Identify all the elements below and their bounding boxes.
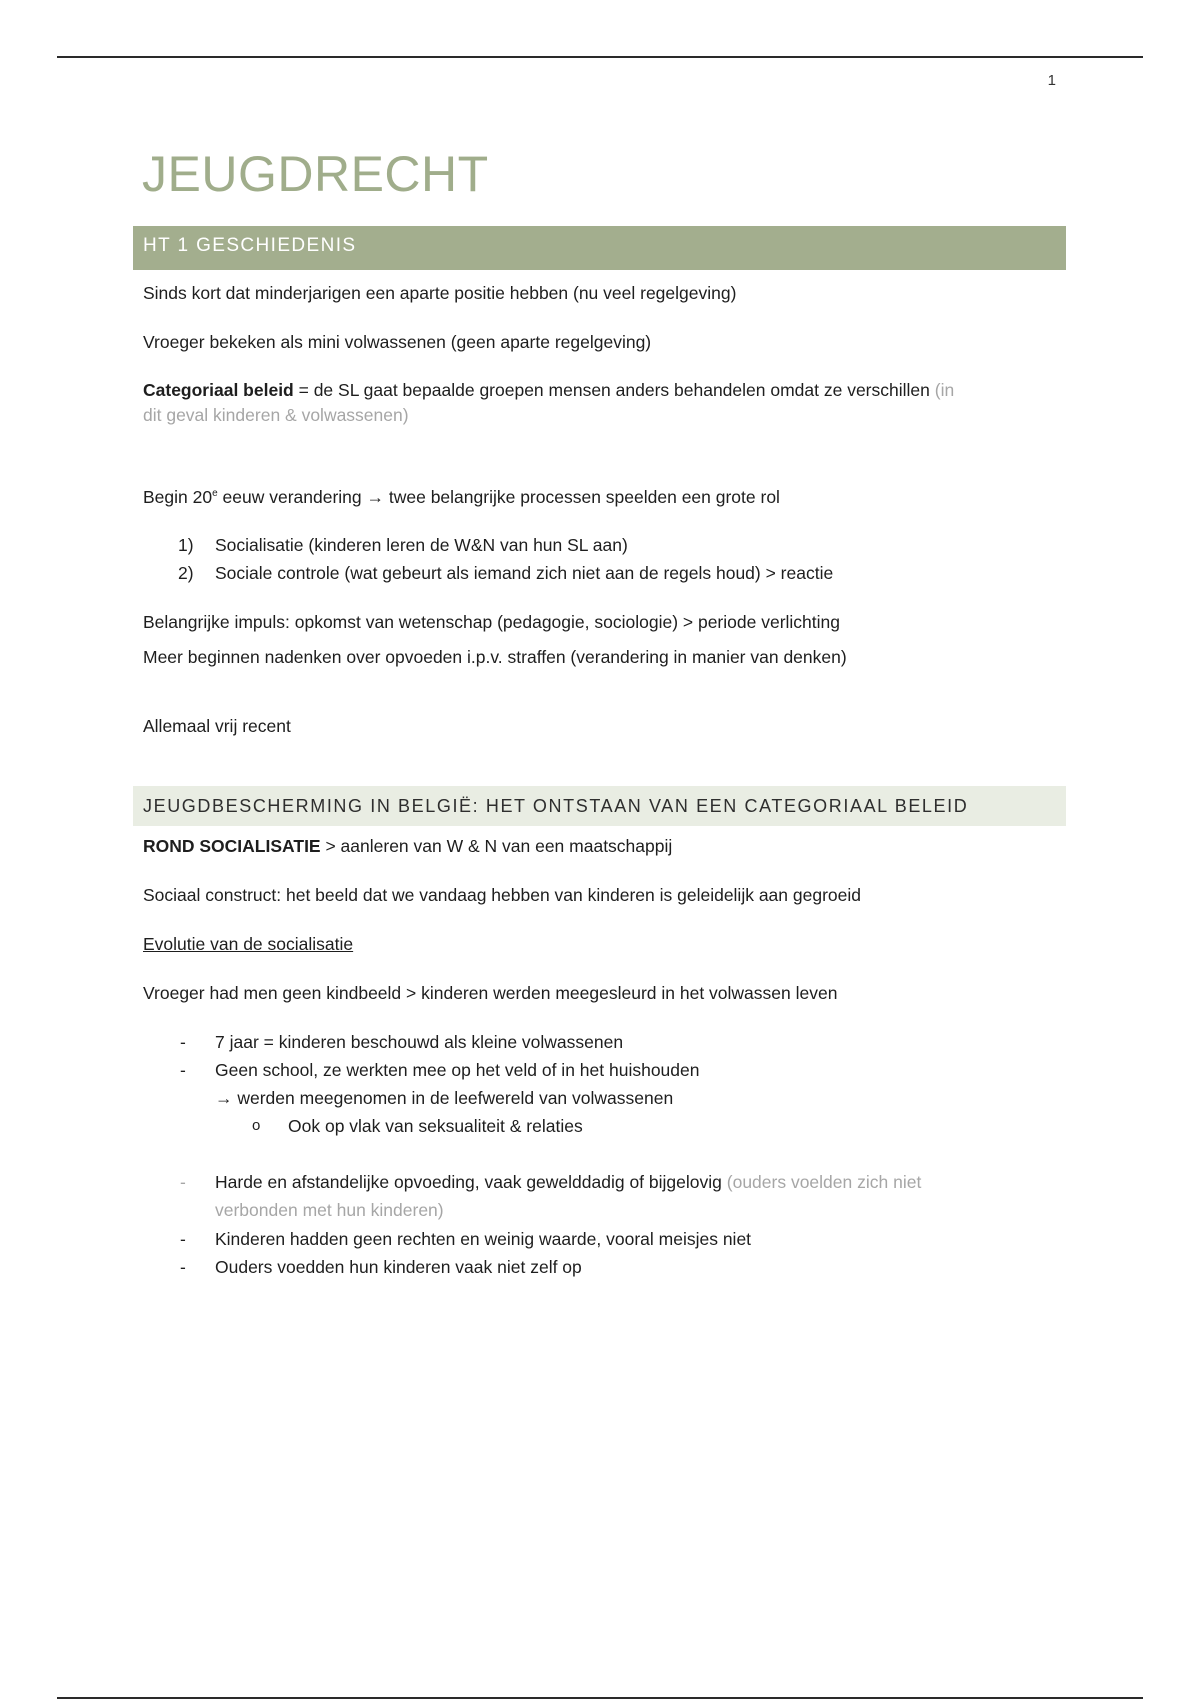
bullet-dash: - [180,1172,186,1192]
paragraph-opvoeden: Meer beginnen nadenken over opvoeden i.p.v. straffen (verandering in manier van denken) [143,647,847,667]
term-categoriaal-beleid: Categoriaal beleid [143,380,294,400]
note-ouders-continuation: verbonden met hun kinderen) [215,1200,444,1220]
paragraph-minderjarigen: Sinds kort dat minderjarigen een aparte positie hebben (nu veel regelgeving) [143,283,737,303]
sub-bullet-circle: o [252,1117,261,1134]
note-continuation: dit geval kinderen & volwassenen) [143,405,409,425]
bullet-dash: - [180,1229,186,1249]
continuation-leefwereld: → werden meegenomen in de leefwereld van volwassenen [215,1088,674,1108]
paragraph-recent: Allemaal vrij recent [143,716,291,736]
paragraph-begin-20e-eeuw [143,485,780,509]
heading-jeugdbescherming: JEUGDBESCHERMING IN BELGIË: HET ONTSTAAN VAN EEN CATEGORIAAL BELEID [133,786,1066,826]
subheading-evolutie: Evolutie van de socialisatie [143,934,354,954]
footer-rule [57,1697,1143,1699]
definition-text: = de SL gaat bepaalde groepen mensen anders behandelen omdat ze verschillen [293,380,930,400]
heading-geschiedenis: HT 1 GESCHIEDENIS [133,226,1066,270]
list-marker: 2) [178,563,194,583]
term-rond-socialisatie: ROND SOCIALISATIE [143,836,321,856]
text-harde-opvoeding: Harde en afstandelijke opvoeding, vaak gewelddadig of bijgelovig [215,1172,722,1192]
bullet-dash: - [180,1257,186,1277]
text-aanleren: > aanleren van W & N van een maatschappij [320,836,673,856]
note-ouders: (ouders voelden zich niet [721,1172,922,1192]
list-marker: 1) [178,535,194,555]
list-item-socialisatie: Socialisatie (kinderen leren de W&N van hun SL aan) [215,535,628,555]
superscript-e: e [212,488,218,500]
paragraph-kindbeeld: Vroeger had men geen kindbeeld > kinderen werden meegesleurd in het volwassen leven [143,983,838,1003]
paragraph-impuls: Belangrijke impuls: opkomst van wetenschap (pedagogie, sociologie) > periode verlichting [143,612,840,632]
bullet-dash: - [180,1032,186,1052]
bullet-harde-opvoeding [215,1170,921,1194]
paragraph-vroeger: Vroeger bekeken als mini volwassenen (geen aparte regelgeving) [143,332,652,352]
page-number: 1 [1047,72,1056,89]
bullet-geen-school: Geen school, ze werkten mee op het veld of in het huishouden [215,1060,700,1080]
paragraph-sociaal-construct: Sociaal construct: het beeld dat we vandaag hebben van kinderen is geleidelijk aan gegroeid [143,885,861,905]
bullet-ouders-voedden: Ouders voedden hun kinderen vaak niet zelf op [215,1257,582,1277]
text-begin: Begin 20 [143,487,213,507]
bullet-dash: - [180,1060,186,1080]
paragraph-rond-socialisatie [143,834,672,858]
document-title: JEUGDRECHT [142,146,489,202]
paragraph-categoriaal-beleid [143,378,954,402]
sub-bullet-seksualiteit: Ook op vlak van seksualiteit & relaties [288,1116,583,1136]
text-verandering: eeuw verandering → twee belangrijke processen speelden een grote rol [217,487,780,507]
bullet-7-jaar: 7 jaar = kinderen beschouwd als kleine volwassenen [215,1032,624,1052]
note-text: (in [929,380,955,400]
list-item-sociale-controle: Sociale controle (wat gebeurt als iemand zich niet aan de regels houd) > reactie [215,563,834,583]
header-rule [57,56,1143,58]
bullet-geen-rechten: Kinderen hadden geen rechten en weinig waarde, vooral meisjes niet [215,1229,752,1249]
